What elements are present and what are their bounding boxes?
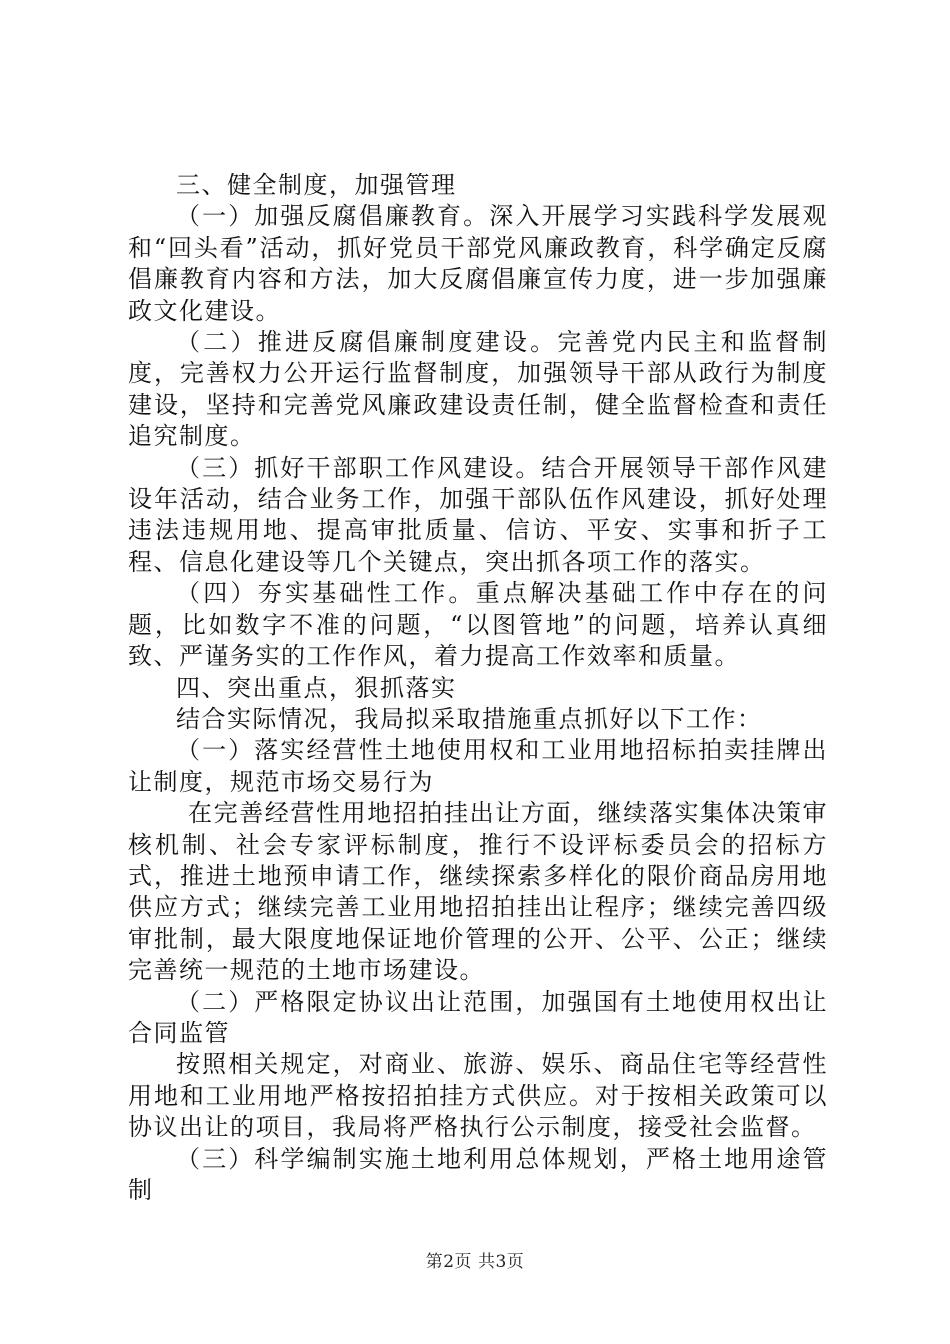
paragraph: （三）抓好干部职工作风建设。结合开展领导干部作风建设年活动，结合业务工作，加强干部队伍作风建设，抓好处理违法违规用地、提高审批质量、信访、平安、实事和折子工程、信息化建设等几个关键点，突出抓各项工作的落实。 xyxy=(128,453,828,576)
paragraph: （二）推进反腐倡廉制度建设。完善党内民主和监督制度，完善权力公开运行监督制度，加强领导干部从政行为制度建设，坚持和完善党风廉政建设责任制，健全监督检查和责任追究制度。 xyxy=(128,328,828,451)
paragraph: 在完善经营性用地招拍挂出让方面，继续落实集体决策审核机制、社会专家评标制度，推行不设评标委员会的招标方式，推进土地预申请工作，继续探索多样化的限价商品房用地供应方式；继续完善工业用地招拍挂出让程序；继续完善四级审批制，最大限度地保证地价管理的公开、公平、公正；继续完善统一规范的土地市场建设。 xyxy=(128,799,828,985)
subheading: （一）落实经营性土地使用权和工业用地招标拍卖挂牌出让制度，规范市场交易行为 xyxy=(128,736,828,796)
page-footer: 第2页 共3页 xyxy=(425,1252,525,1272)
paragraph: （一）加强反腐倡廉教育。深入开展学习实践科学发展观和“回头看”活动，抓好党员干部党风廉政教育，科学确定反腐倡廉教育内容和方法，加大反腐倡廉宣传力度，进一步加强廉政文化建设。 xyxy=(128,202,828,325)
subheading: （三）科学编制实施土地利用总体规划，严格土地用途管制 xyxy=(128,1144,828,1204)
section-heading-3: 三、健全制度，加强管理 xyxy=(176,171,457,199)
document-body xyxy=(128,170,828,1206)
paragraph: （四）夯实基础性工作。重点解决基础工作中存在的问题，比如数字不准的问题，“以图管地”的问题，培养认真细致、严谨务实的工作作风，着力提高工作效率和质量。 xyxy=(128,579,828,671)
section-heading-4: 四、突出重点，狠抓落实 xyxy=(176,673,457,702)
paragraph: 结合实际情况，我局拟采取措施重点抓好以下工作： xyxy=(176,704,763,733)
paragraph: 按照相关规定，对商业、旅游、娱乐、商品住宅等经营性用地和工业用地严格按招拍挂方式供应。对于按相关政策可以协议出让的项目，我局将严格执行公示制度，接受社会监督。 xyxy=(128,1050,828,1142)
subheading: （二）严格限定协议出让范围，加强国有土地使用权出让合同监管 xyxy=(128,987,828,1047)
